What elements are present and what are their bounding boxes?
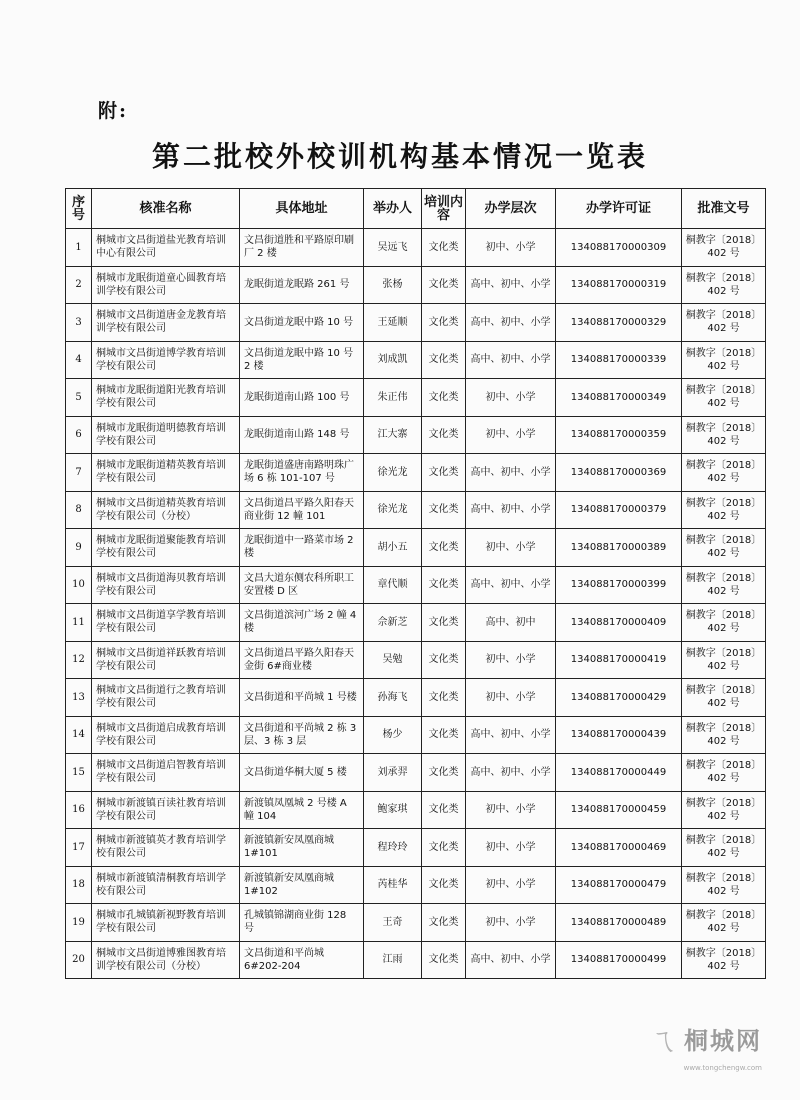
cell-name: 桐城市新渡镇百读社教育培训学校有限公司 [92, 791, 240, 829]
table-row [66, 866, 766, 904]
cell-content: 文化类 [422, 304, 466, 342]
table-body [66, 229, 766, 979]
cell-level: 高中、初中 [466, 604, 556, 642]
header-name: 核准名称 [92, 189, 240, 229]
cell-organizer: 程玲玲 [364, 829, 422, 867]
cell-approval: 桐教字〔2018〕402 号 [682, 454, 766, 492]
document-title: 第二批校外校训机构基本情况一览表 [151, 140, 648, 173]
table-row [66, 716, 766, 754]
annex-label: 附: [98, 100, 129, 122]
cell-organizer: 杨少 [364, 716, 422, 754]
cell-organizer: 江雨 [364, 941, 422, 979]
cell-seq: 17 [66, 829, 92, 867]
cell-name: 桐城市文昌街道盐光教育培训中心有限公司 [92, 229, 240, 267]
watermark-name: 桐城网 [684, 1026, 762, 1055]
cell-name: 桐城市文昌街道启智教育培训学校有限公司 [92, 754, 240, 792]
cell-content: 文化类 [422, 866, 466, 904]
cell-address: 文昌街道华桐大厦 5 楼 [240, 754, 364, 792]
cell-seq: 8 [66, 491, 92, 529]
cell-name: 桐城市文昌街道唐金龙教育培训学校有限公司 [92, 304, 240, 342]
cell-name: 桐城市文昌街道享学教育培训学校有限公司 [92, 604, 240, 642]
cell-organizer: 芮桂华 [364, 866, 422, 904]
cell-name: 桐城市龙眠街道童心圆教育培训学校有限公司 [92, 266, 240, 304]
table-row [66, 791, 766, 829]
cell-organizer: 王延顺 [364, 304, 422, 342]
cell-approval: 桐教字〔2018〕402 号 [682, 341, 766, 379]
cell-approval: 桐教字〔2018〕402 号 [682, 679, 766, 717]
cell-name: 桐城市文昌街道启成教育培训学校有限公司 [92, 716, 240, 754]
cell-license: 134088170000459 [556, 791, 682, 829]
cell-approval: 桐教字〔2018〕402 号 [682, 491, 766, 529]
cell-level: 初中、小学 [466, 866, 556, 904]
cell-license: 134088170000309 [556, 229, 682, 267]
cell-seq: 2 [66, 266, 92, 304]
cell-seq: 6 [66, 416, 92, 454]
cell-content: 文化类 [422, 679, 466, 717]
table-row [66, 754, 766, 792]
cell-seq: 11 [66, 604, 92, 642]
cell-content: 文化类 [422, 229, 466, 267]
cell-license: 134088170000399 [556, 566, 682, 604]
cell-name: 桐城市新渡镇清桐教育培训学校有限公司 [92, 866, 240, 904]
cell-level: 高中、初中、小学 [466, 341, 556, 379]
cell-approval: 桐教字〔2018〕402 号 [682, 529, 766, 567]
table-row [66, 266, 766, 304]
cell-content: 文化类 [422, 829, 466, 867]
cell-approval: 桐教字〔2018〕402 号 [682, 379, 766, 417]
cell-license: 134088170000409 [556, 604, 682, 642]
cell-approval: 桐教字〔2018〕402 号 [682, 266, 766, 304]
cell-content: 文化类 [422, 416, 466, 454]
cell-seq: 19 [66, 904, 92, 942]
cell-seq: 15 [66, 754, 92, 792]
cell-organizer: 王奇 [364, 904, 422, 942]
cell-address: 文昌街道昌平路久阳春天金街 6#商业楼 [240, 641, 364, 679]
cell-organizer: 孙海飞 [364, 679, 422, 717]
header-license: 办学许可证 [556, 189, 682, 229]
table-row [66, 379, 766, 417]
cell-address: 龙眠街道南山路 148 号 [240, 416, 364, 454]
header-address: 具体地址 [240, 189, 364, 229]
table-row [66, 679, 766, 717]
cell-address: 龙眠街道中一路菜市场 2 楼 [240, 529, 364, 567]
cell-address: 孔城镇锦湖商业街 128 号 [240, 904, 364, 942]
cell-approval: 桐教字〔2018〕402 号 [682, 941, 766, 979]
cell-organizer: 张杨 [364, 266, 422, 304]
cell-organizer: 吴勉 [364, 641, 422, 679]
cell-license: 134088170000479 [556, 866, 682, 904]
table-row [66, 491, 766, 529]
cell-license: 134088170000429 [556, 679, 682, 717]
cell-license: 134088170000379 [556, 491, 682, 529]
header-seq: 序号 [66, 189, 92, 229]
cell-license: 134088170000349 [556, 379, 682, 417]
cell-level: 高中、初中、小学 [466, 566, 556, 604]
cell-organizer: 徐光龙 [364, 491, 422, 529]
cell-approval: 桐教字〔2018〕402 号 [682, 641, 766, 679]
cell-address: 文昌大道东侧农科所职工安置楼 D 区 [240, 566, 364, 604]
cell-address: 文昌街道和平尚城 1 号楼 [240, 679, 364, 717]
cell-name: 桐城市龙眠街道明德教育培训学校有限公司 [92, 416, 240, 454]
cell-name: 桐城市文昌街道博雅图教育培训学校有限公司（分校） [92, 941, 240, 979]
cell-content: 文化类 [422, 791, 466, 829]
cell-level: 高中、初中、小学 [466, 266, 556, 304]
cell-approval: 桐教字〔2018〕402 号 [682, 829, 766, 867]
cell-address: 文昌街道龙眠中路 10 号 2 楼 [240, 341, 364, 379]
cell-address: 新渡镇凤凰城 2 号楼 A 幢 104 [240, 791, 364, 829]
cell-level: 初中、小学 [466, 416, 556, 454]
cell-license: 134088170000449 [556, 754, 682, 792]
cell-seq: 18 [66, 866, 92, 904]
cell-address: 文昌街道和平尚城 2 栋 3 层、3 栋 3 层 [240, 716, 364, 754]
cell-seq: 7 [66, 454, 92, 492]
cell-name: 桐城市文昌街道行之教育培训学校有限公司 [92, 679, 240, 717]
cell-level: 高中、初中、小学 [466, 754, 556, 792]
cell-seq: 10 [66, 566, 92, 604]
cell-level: 初中、小学 [466, 641, 556, 679]
cell-approval: 桐教字〔2018〕402 号 [682, 754, 766, 792]
cell-name: 桐城市新渡镇英才教育培训学校有限公司 [92, 829, 240, 867]
header-content: 培训内容 [422, 189, 466, 229]
cell-license: 134088170000319 [556, 266, 682, 304]
cell-level: 高中、初中、小学 [466, 304, 556, 342]
cell-organizer: 章代顺 [364, 566, 422, 604]
cell-level: 初中、小学 [466, 379, 556, 417]
cell-license: 134088170000359 [556, 416, 682, 454]
cell-content: 文化类 [422, 716, 466, 754]
table-row [66, 941, 766, 979]
cell-address: 龙眠街道龙眠路 261 号 [240, 266, 364, 304]
cell-approval: 桐教字〔2018〕402 号 [682, 791, 766, 829]
table-row [66, 829, 766, 867]
cell-content: 文化类 [422, 454, 466, 492]
cell-license: 134088170000489 [556, 904, 682, 942]
cell-organizer: 徐光龙 [364, 454, 422, 492]
cell-content: 文化类 [422, 754, 466, 792]
table-header-row [66, 189, 766, 229]
header-approval: 批准文号 [682, 189, 766, 229]
cell-license: 134088170000439 [556, 716, 682, 754]
cell-content: 文化类 [422, 529, 466, 567]
cell-content: 文化类 [422, 941, 466, 979]
cell-address: 新渡镇新安凤凰商城 1#102 [240, 866, 364, 904]
cell-level: 初中、小学 [466, 829, 556, 867]
table-row [66, 529, 766, 567]
cell-address: 文昌街道昌平路久阳春天商业街 12 幢 101 [240, 491, 364, 529]
cell-name: 桐城市龙眠街道阳光教育培训学校有限公司 [92, 379, 240, 417]
cell-address: 新渡镇新安凤凰商城 1#101 [240, 829, 364, 867]
cell-license: 134088170000389 [556, 529, 682, 567]
cell-level: 高中、初中、小学 [466, 716, 556, 754]
cell-seq: 1 [66, 229, 92, 267]
cell-seq: 3 [66, 304, 92, 342]
cell-seq: 4 [66, 341, 92, 379]
cell-address: 文昌街道胜和平路原印刷厂 2 楼 [240, 229, 364, 267]
cell-name: 桐城市龙眠街道聚能教育培训学校有限公司 [92, 529, 240, 567]
cell-organizer: 江大寨 [364, 416, 422, 454]
cell-name: 桐城市文昌街道海贝教育培训学校有限公司 [92, 566, 240, 604]
table-row [66, 229, 766, 267]
cell-address: 龙眠街道南山路 100 号 [240, 379, 364, 417]
cell-content: 文化类 [422, 491, 466, 529]
table-row [66, 904, 766, 942]
cell-seq: 16 [66, 791, 92, 829]
cell-seq: 12 [66, 641, 92, 679]
cell-seq: 5 [66, 379, 92, 417]
cell-name: 桐城市龙眠街道精英教育培训学校有限公司 [92, 454, 240, 492]
cell-content: 文化类 [422, 379, 466, 417]
institution-table [65, 188, 766, 979]
cell-name: 桐城市文昌街道祥跃教育培训学校有限公司 [92, 641, 240, 679]
cell-level: 初中、小学 [466, 791, 556, 829]
cell-organizer: 刘承羿 [364, 754, 422, 792]
table-row [66, 304, 766, 342]
cell-address: 文昌街道龙眠中路 10 号 [240, 304, 364, 342]
header-organizer: 举办人 [364, 189, 422, 229]
cell-organizer: 朱正伟 [364, 379, 422, 417]
cell-address: 龙眠街道盛唐南路明珠广场 6 栋 101-107 号 [240, 454, 364, 492]
table-row [66, 454, 766, 492]
cell-level: 高中、初中、小学 [466, 941, 556, 979]
cell-seq: 9 [66, 529, 92, 567]
cell-license: 134088170000469 [556, 829, 682, 867]
watermark-url: www.tongchengw.com [683, 1064, 762, 1072]
cell-approval: 桐教字〔2018〕402 号 [682, 866, 766, 904]
cell-license: 134088170000499 [556, 941, 682, 979]
cell-level: 初中、小学 [466, 529, 556, 567]
cell-seq: 13 [66, 679, 92, 717]
cell-approval: 桐教字〔2018〕402 号 [682, 416, 766, 454]
cell-approval: 桐教字〔2018〕402 号 [682, 229, 766, 267]
cell-license: 134088170000369 [556, 454, 682, 492]
cell-name: 桐城市孔城镇新视野教育培训学校有限公司 [92, 904, 240, 942]
cell-organizer: 胡小五 [364, 529, 422, 567]
cell-approval: 桐教字〔2018〕402 号 [682, 604, 766, 642]
cell-content: 文化类 [422, 604, 466, 642]
table-row [66, 341, 766, 379]
cell-approval: 桐教字〔2018〕402 号 [682, 716, 766, 754]
cell-content: 文化类 [422, 904, 466, 942]
table-row [66, 604, 766, 642]
cell-organizer: 佘新芝 [364, 604, 422, 642]
watermark-logo-icon: ㄟ [648, 1024, 678, 1059]
cell-level: 高中、初中、小学 [466, 491, 556, 529]
cell-level: 初中、小学 [466, 904, 556, 942]
cell-name: 桐城市文昌街道精英教育培训学校有限公司（分校） [92, 491, 240, 529]
cell-organizer: 刘成凯 [364, 341, 422, 379]
cell-content: 文化类 [422, 341, 466, 379]
cell-content: 文化类 [422, 641, 466, 679]
header-level: 办学层次 [466, 189, 556, 229]
cell-license: 134088170000419 [556, 641, 682, 679]
cell-approval: 桐教字〔2018〕402 号 [682, 904, 766, 942]
cell-name: 桐城市文昌街道博学教育培训学校有限公司 [92, 341, 240, 379]
table-row [66, 416, 766, 454]
table-row [66, 641, 766, 679]
cell-license: 134088170000329 [556, 304, 682, 342]
cell-seq: 14 [66, 716, 92, 754]
cell-approval: 桐教字〔2018〕402 号 [682, 566, 766, 604]
cell-address: 文昌街道和平尚城 6#202-204 [240, 941, 364, 979]
cell-address: 文昌街道滨河广场 2 幢 4 楼 [240, 604, 364, 642]
cell-seq: 20 [66, 941, 92, 979]
cell-content: 文化类 [422, 566, 466, 604]
cell-level: 初中、小学 [466, 229, 556, 267]
cell-approval: 桐教字〔2018〕402 号 [682, 304, 766, 342]
cell-organizer: 吴远飞 [364, 229, 422, 267]
cell-content: 文化类 [422, 266, 466, 304]
cell-organizer: 鲍家琪 [364, 791, 422, 829]
cell-level: 高中、初中、小学 [466, 454, 556, 492]
table-row [66, 566, 766, 604]
cell-license: 134088170000339 [556, 341, 682, 379]
cell-level: 初中、小学 [466, 679, 556, 717]
watermark [648, 1016, 762, 1060]
